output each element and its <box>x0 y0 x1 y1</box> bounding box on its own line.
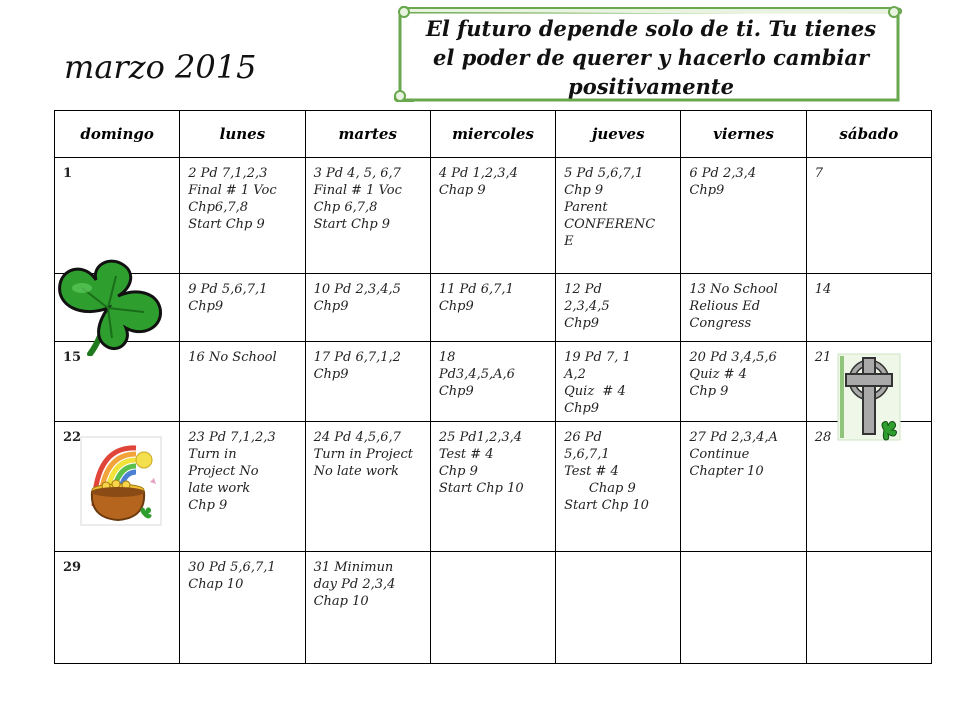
weekday-header-fri: viernes <box>681 111 806 158</box>
day-cell: 15 <box>55 342 180 422</box>
weekday-header-wed: miercoles <box>430 111 555 158</box>
day-cell: 26 Pd 5,6,7,1 Test # 4 Chap 9 Start Chp 10 <box>556 422 681 552</box>
calendar-grid <box>54 110 932 664</box>
week-row <box>55 552 932 664</box>
day-cell <box>681 552 806 664</box>
week-row <box>55 422 932 552</box>
quote-banner <box>394 6 904 102</box>
day-cell: 22 <box>55 422 180 552</box>
day-cell: 18 Pd3,4,5,A,6 Chp9 <box>430 342 555 422</box>
day-cell: 20 Pd 3,4,5,6 Quiz # 4 Chp 9 <box>681 342 806 422</box>
day-cell: 13 No School Relious Ed Congress <box>681 274 806 342</box>
day-cell: 29 <box>55 552 180 664</box>
day-cell: 16 No School <box>180 342 305 422</box>
day-cell: 23 Pd 7,1,2,3 Turn in Project No late work Chp 9 <box>180 422 305 552</box>
weekday-header-tue: martes <box>305 111 430 158</box>
day-cell <box>806 552 931 664</box>
day-cell: 5 Pd 5,6,7,1 Chp 9 Parent CONFERENC E <box>556 158 681 274</box>
weekday-header-sun: domingo <box>55 111 180 158</box>
day-cell: 28 <box>806 422 931 552</box>
day-cell: 19 Pd 7, 1 A,2 Quiz # 4 Chp9 <box>556 342 681 422</box>
celtic-cross-icon <box>836 352 902 442</box>
day-cell: 25 Pd1,2,3,4 Test # 4 Chp 9 Start Chp 10 <box>430 422 555 552</box>
pot-of-gold-rainbow-icon <box>80 436 162 526</box>
week-row <box>55 274 932 342</box>
day-cell: 6 Pd 2,3,4 Chp9 <box>681 158 806 274</box>
day-cell: 30 Pd 5,6,7,1 Chap 10 <box>180 552 305 664</box>
day-cell: 27 Pd 2,3,4,A Continue Chapter 10 <box>681 422 806 552</box>
week-row <box>55 342 932 422</box>
day-cell: 24 Pd 4,5,6,7 Turn in Project No late work <box>305 422 430 552</box>
weekday-header-row <box>55 111 932 158</box>
week-row <box>55 158 932 274</box>
day-cell: 4 Pd 1,2,3,4 Chap 9 <box>430 158 555 274</box>
month-title: marzo 2015 <box>64 48 257 86</box>
weekday-header-mon: lunes <box>180 111 305 158</box>
day-cell <box>556 552 681 664</box>
weekday-header-sat: sábado <box>806 111 931 158</box>
weekday-header-thu: jueves <box>556 111 681 158</box>
day-cell: 1 <box>55 158 180 274</box>
day-cell: 11 Pd 6,7,1 Chp9 <box>430 274 555 342</box>
day-cell: 7 <box>806 158 931 274</box>
shamrock-icon <box>52 258 170 356</box>
day-cell: 31 Minimun day Pd 2,3,4 Chap 10 <box>305 552 430 664</box>
day-cell <box>430 552 555 664</box>
day-cell: 2 Pd 7,1,2,3 Final # 1 Voc Chp6,7,8 Start Chp 9 <box>180 158 305 274</box>
day-cell: 14 <box>806 274 931 342</box>
day-cell: 17 Pd 6,7,1,2 Chp9 <box>305 342 430 422</box>
day-cell: 9 Pd 5,6,7,1 Chp9 <box>180 274 305 342</box>
day-cell: 10 Pd 2,3,4,5 Chp9 <box>305 274 430 342</box>
day-cell: 12 Pd 2,3,4,5 Chp9 <box>556 274 681 342</box>
quote-text: El futuro depende solo de ti. Tu tienes el poder de querer y hacerlo cambiar positivamente <box>425 16 877 99</box>
day-cell: 21 <box>806 342 931 422</box>
day-cell: 3 Pd 4, 5, 6,7 Final # 1 Voc Chp 6,7,8 Start Chp 9 <box>305 158 430 274</box>
